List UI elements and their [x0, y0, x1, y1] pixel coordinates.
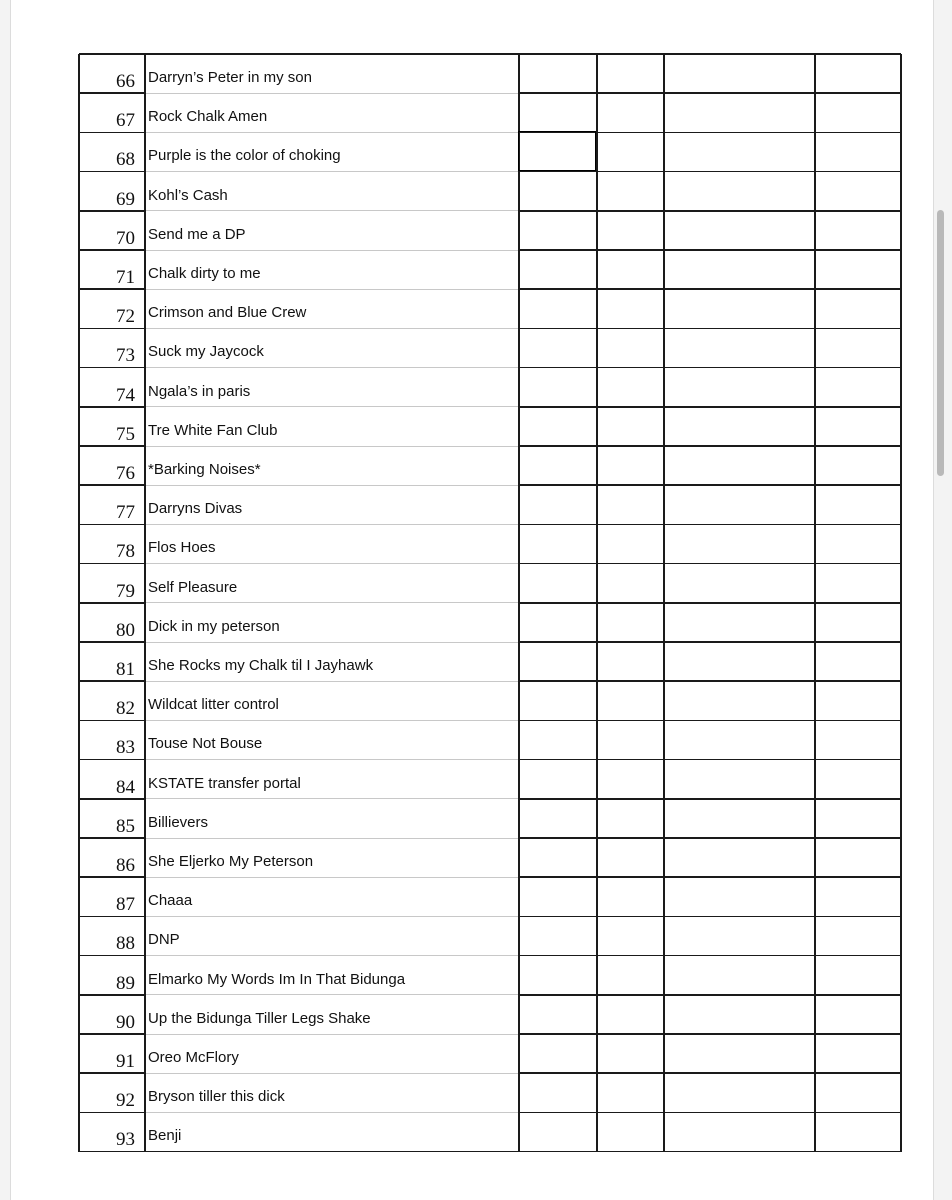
table-row [79, 564, 901, 603]
row-number: 71 [116, 267, 135, 288]
blank-cell [519, 446, 597, 485]
row-border [79, 720, 145, 722]
blank-cell [597, 172, 664, 211]
blank-cell [815, 250, 901, 289]
blank-cell [597, 54, 664, 93]
blank-cell [664, 289, 815, 328]
blank-cell [664, 172, 815, 211]
blank-cell [519, 720, 597, 759]
row-number: 77 [116, 502, 135, 524]
row-name: Dick in my peterson [148, 617, 280, 635]
row-number: 90 [116, 1011, 135, 1033]
column-border [900, 54, 902, 1152]
row-name: Ngala’s in paris [148, 382, 251, 400]
row-border [79, 1033, 145, 1035]
row-border [519, 641, 901, 643]
blank-cell [519, 877, 597, 916]
column-border [144, 54, 145, 1152]
row-border [145, 524, 519, 525]
row-border [519, 1072, 901, 1074]
blank-cell [519, 995, 597, 1034]
blank-cell [664, 995, 815, 1034]
row-name: Oreo McFlory [148, 1049, 239, 1066]
row-border [519, 955, 901, 957]
table-row [79, 720, 901, 759]
row-border [519, 1033, 901, 1035]
row-border [519, 720, 901, 722]
blank-cell [664, 250, 815, 289]
table-row [79, 93, 901, 132]
table-row [79, 760, 901, 799]
row-name: KSTATE transfer portal [148, 774, 301, 792]
row-border [79, 759, 145, 761]
blank-cell [519, 681, 597, 720]
blank-cell [597, 564, 664, 603]
blank-cell [664, 328, 815, 367]
table-row [79, 956, 901, 995]
blank-cell [664, 132, 815, 171]
row-name: Wildcat litter control [148, 696, 279, 714]
blank-cell [597, 211, 664, 250]
row-number: 79 [116, 580, 135, 602]
table-row [79, 642, 901, 681]
blank-cell [664, 681, 815, 720]
blank-cell [664, 642, 815, 681]
blank-cell [597, 799, 664, 838]
blank-cell [664, 877, 815, 916]
blank-cell [664, 916, 815, 955]
row-number: 88 [116, 933, 135, 955]
row-border [519, 1112, 901, 1114]
row-border [145, 93, 519, 94]
column-border [518, 54, 520, 1152]
blank-cell [597, 642, 664, 681]
row-border [519, 994, 901, 996]
row-number: 73 [116, 345, 135, 367]
blank-cell [519, 250, 597, 289]
blank-cell [815, 407, 901, 446]
row-number: 89 [116, 972, 135, 994]
row-border [145, 759, 519, 760]
blank-cell [815, 132, 901, 171]
row-number: 78 [116, 541, 135, 563]
blank-cell [597, 603, 664, 642]
table-row [79, 54, 901, 93]
row-border [79, 92, 145, 94]
table-row [79, 172, 901, 211]
blank-cell [815, 956, 901, 995]
row-border [519, 798, 901, 800]
blank-cell [597, 1034, 664, 1073]
selected-cell[interactable] [518, 131, 596, 170]
blank-cell [519, 328, 597, 367]
row-border [145, 1112, 519, 1113]
row-border [519, 288, 901, 290]
row-border [79, 328, 145, 330]
blank-cell [664, 407, 815, 446]
blank-cell [597, 995, 664, 1034]
blank-cell [519, 93, 597, 132]
row-border [519, 210, 901, 212]
blank-cell [815, 211, 901, 250]
row-border [519, 367, 901, 369]
table-row [79, 289, 901, 328]
row-number: 86 [116, 855, 135, 876]
blank-cell [815, 564, 901, 603]
blank-cell [815, 446, 901, 485]
row-name: Send me a DP [148, 225, 246, 243]
row-border [79, 1151, 901, 1153]
blank-cell [664, 720, 815, 759]
table-row [79, 603, 901, 642]
table-row [79, 328, 901, 367]
table-row [79, 211, 901, 250]
blank-cell [815, 760, 901, 799]
row-border [79, 445, 145, 447]
blank-cell [815, 1073, 901, 1112]
row-number: 84 [116, 776, 135, 798]
row-border [79, 367, 145, 369]
row-border [79, 837, 145, 839]
table-row [79, 1112, 901, 1151]
blank-cell [597, 485, 664, 524]
blank-cell [597, 368, 664, 407]
row-border [519, 916, 901, 918]
table-row [79, 524, 901, 563]
blank-cell [815, 916, 901, 955]
blank-cell [815, 642, 901, 681]
row-border [145, 406, 519, 407]
row-name: Benji [148, 1127, 182, 1145]
table-row [79, 132, 901, 171]
row-border [79, 1072, 145, 1074]
table-row [79, 368, 901, 407]
row-name: Tre White Fan Club [148, 421, 278, 439]
row-number: 74 [116, 384, 135, 406]
row-border [79, 798, 145, 800]
column-border [663, 54, 665, 1152]
row-number: 92 [116, 1090, 135, 1112]
row-border [145, 798, 519, 799]
blank-cell [664, 446, 815, 485]
blank-cell [815, 172, 901, 211]
blank-cell [815, 681, 901, 720]
row-border [145, 132, 519, 133]
blank-cell [815, 799, 901, 838]
blank-cell [815, 1034, 901, 1073]
blank-cell [519, 524, 597, 563]
row-border [145, 602, 519, 603]
blank-cell [597, 681, 664, 720]
row-name: Touse Not Bouse [148, 735, 263, 753]
row-number: 80 [116, 619, 135, 641]
row-number: 66 [116, 71, 135, 92]
blank-cell [597, 289, 664, 328]
row-border [79, 602, 145, 604]
row-number: 93 [116, 1129, 135, 1151]
row-border [79, 288, 145, 290]
table-row [79, 446, 901, 485]
blank-cell [519, 211, 597, 250]
row-name: Up the Bidunga Tiller Legs Shake [148, 1009, 371, 1027]
blank-cell [815, 368, 901, 407]
table-row [79, 1034, 901, 1073]
blank-cell [519, 760, 597, 799]
row-border [519, 876, 901, 878]
row-border [79, 994, 145, 996]
row-name: Darryn’s Peter in my son [148, 69, 312, 86]
blank-cell [519, 1034, 597, 1073]
row-border [79, 1112, 145, 1114]
blank-cell [519, 956, 597, 995]
row-border [79, 876, 145, 878]
table-row [79, 799, 901, 838]
row-border [145, 367, 519, 368]
row-name: Rock Chalk Amen [148, 108, 268, 126]
row-name: Billievers [148, 813, 209, 831]
row-border [519, 602, 901, 604]
blank-cell [815, 54, 901, 93]
blank-cell [815, 1112, 901, 1151]
blank-cell [815, 995, 901, 1034]
row-border [145, 955, 519, 956]
row-border [79, 249, 145, 251]
row-name: Chalk dirty to me [148, 265, 261, 282]
blank-cell [664, 524, 815, 563]
row-border [145, 328, 519, 329]
row-border [79, 210, 145, 212]
blank-cell [815, 289, 901, 328]
row-border [145, 1073, 519, 1074]
blank-cell [519, 1073, 597, 1112]
row-border [79, 406, 145, 408]
table-row [79, 995, 901, 1034]
row-border [79, 916, 145, 918]
blank-cell [519, 916, 597, 955]
blank-cell [519, 1112, 597, 1151]
row-border [145, 250, 519, 251]
blank-cell [519, 642, 597, 681]
row-name: Purple is the color of choking [148, 147, 341, 165]
row-number: 85 [116, 815, 135, 837]
table-row [79, 250, 901, 289]
row-border [519, 837, 901, 839]
entry-table [79, 54, 901, 1151]
row-name: Kohl’s Cash [148, 186, 228, 204]
blank-cell [664, 1073, 815, 1112]
row-border [79, 171, 145, 173]
row-number: 68 [116, 149, 135, 171]
row-border [145, 916, 519, 917]
row-number: 82 [116, 698, 135, 720]
blank-cell [664, 1112, 815, 1151]
blank-cell [815, 877, 901, 916]
blank-cell [597, 838, 664, 877]
row-border [145, 485, 519, 486]
row-border [519, 249, 901, 251]
blank-cell [597, 877, 664, 916]
row-name: Self Pleasure [148, 578, 238, 596]
blank-cell [815, 524, 901, 563]
row-border [519, 759, 901, 761]
row-name: Darryns Divas [148, 500, 243, 518]
row-border [145, 446, 519, 447]
row-name: Flos Hoes [148, 539, 216, 557]
document-page [10, 0, 934, 1200]
blank-cell [597, 250, 664, 289]
row-border [145, 289, 519, 290]
row-border [145, 642, 519, 643]
table-row [79, 838, 901, 877]
row-border [145, 210, 519, 211]
table-row [79, 485, 901, 524]
row-name: Elmarko My Words Im In That Bidunga [148, 970, 406, 988]
blank-cell [519, 368, 597, 407]
row-number: 67 [116, 110, 135, 132]
blank-cell [815, 838, 901, 877]
blank-cell [597, 93, 664, 132]
blank-cell [664, 54, 815, 93]
row-border [79, 132, 145, 134]
blank-cell [519, 54, 597, 93]
blank-cell [519, 407, 597, 446]
row-border [79, 53, 901, 55]
blank-cell [519, 838, 597, 877]
blank-cell [597, 720, 664, 759]
column-border [814, 54, 816, 1152]
blank-cell [664, 368, 815, 407]
row-border [519, 680, 901, 682]
blank-cell [815, 93, 901, 132]
row-number: 87 [116, 894, 135, 916]
blank-cell [597, 956, 664, 995]
blank-cell [664, 603, 815, 642]
vertical-scrollbar[interactable] [937, 210, 944, 476]
row-border [145, 877, 519, 878]
row-border [519, 406, 901, 408]
row-number: 75 [116, 423, 135, 445]
blank-cell [664, 485, 815, 524]
row-name: She Rocks my Chalk til I Jayhawk [148, 657, 374, 674]
blank-cell [664, 564, 815, 603]
row-border [519, 484, 901, 486]
blank-cell [519, 172, 597, 211]
blank-cell [815, 720, 901, 759]
blank-cell [597, 760, 664, 799]
row-border [519, 328, 901, 330]
blank-cell [597, 1073, 664, 1112]
blank-cell [519, 603, 597, 642]
blank-cell [664, 93, 815, 132]
blank-cell [519, 799, 597, 838]
row-number: 70 [116, 227, 135, 249]
row-border [145, 563, 519, 564]
row-name: *Barking Noises* [148, 461, 261, 478]
row-border [145, 720, 519, 721]
row-border [519, 171, 901, 173]
table-row [79, 1073, 901, 1112]
row-border [79, 641, 145, 643]
row-border [145, 838, 519, 839]
table-row [79, 877, 901, 916]
blank-cell [519, 289, 597, 328]
row-border [145, 171, 519, 172]
column-border [78, 54, 80, 1152]
blank-cell [664, 1034, 815, 1073]
table-row [79, 681, 901, 720]
row-name: Crimson and Blue Crew [148, 304, 307, 322]
row-name: DNP [148, 931, 180, 949]
blank-cell [519, 485, 597, 524]
blank-cell [597, 446, 664, 485]
blank-cell [664, 760, 815, 799]
blank-cell [815, 603, 901, 642]
row-border [519, 524, 901, 526]
row-border [145, 1034, 519, 1035]
row-border [519, 92, 901, 94]
row-name: Suck my Jaycock [148, 343, 264, 361]
column-border [596, 54, 598, 1152]
row-border [145, 994, 519, 995]
table-row [79, 916, 901, 955]
table-row [79, 407, 901, 446]
row-number: 83 [116, 737, 135, 759]
row-border [145, 681, 519, 682]
row-border [79, 955, 145, 957]
blank-cell [815, 328, 901, 367]
row-number: 81 [116, 659, 135, 680]
blank-cell [519, 564, 597, 603]
row-border [79, 524, 145, 526]
blank-cell [597, 524, 664, 563]
blank-cell [597, 1112, 664, 1151]
row-name: Bryson tiller this dick [148, 1088, 285, 1106]
row-border [519, 563, 901, 565]
blank-cell [815, 485, 901, 524]
row-border [79, 484, 145, 486]
blank-cell [664, 799, 815, 838]
row-border [519, 445, 901, 447]
row-number: 69 [116, 188, 135, 210]
row-number: 72 [116, 306, 135, 328]
row-number: 91 [116, 1051, 135, 1072]
blank-cell [597, 132, 664, 171]
blank-cell [597, 328, 664, 367]
blank-cell [664, 211, 815, 250]
blank-cell [664, 838, 815, 877]
blank-cell [597, 916, 664, 955]
row-border [79, 563, 145, 565]
row-border [79, 680, 145, 682]
blank-cell [664, 956, 815, 995]
row-number: 76 [116, 463, 135, 484]
blank-cell [597, 407, 664, 446]
row-name: She Eljerko My Peterson [148, 853, 314, 870]
row-name: Chaaa [148, 892, 193, 910]
